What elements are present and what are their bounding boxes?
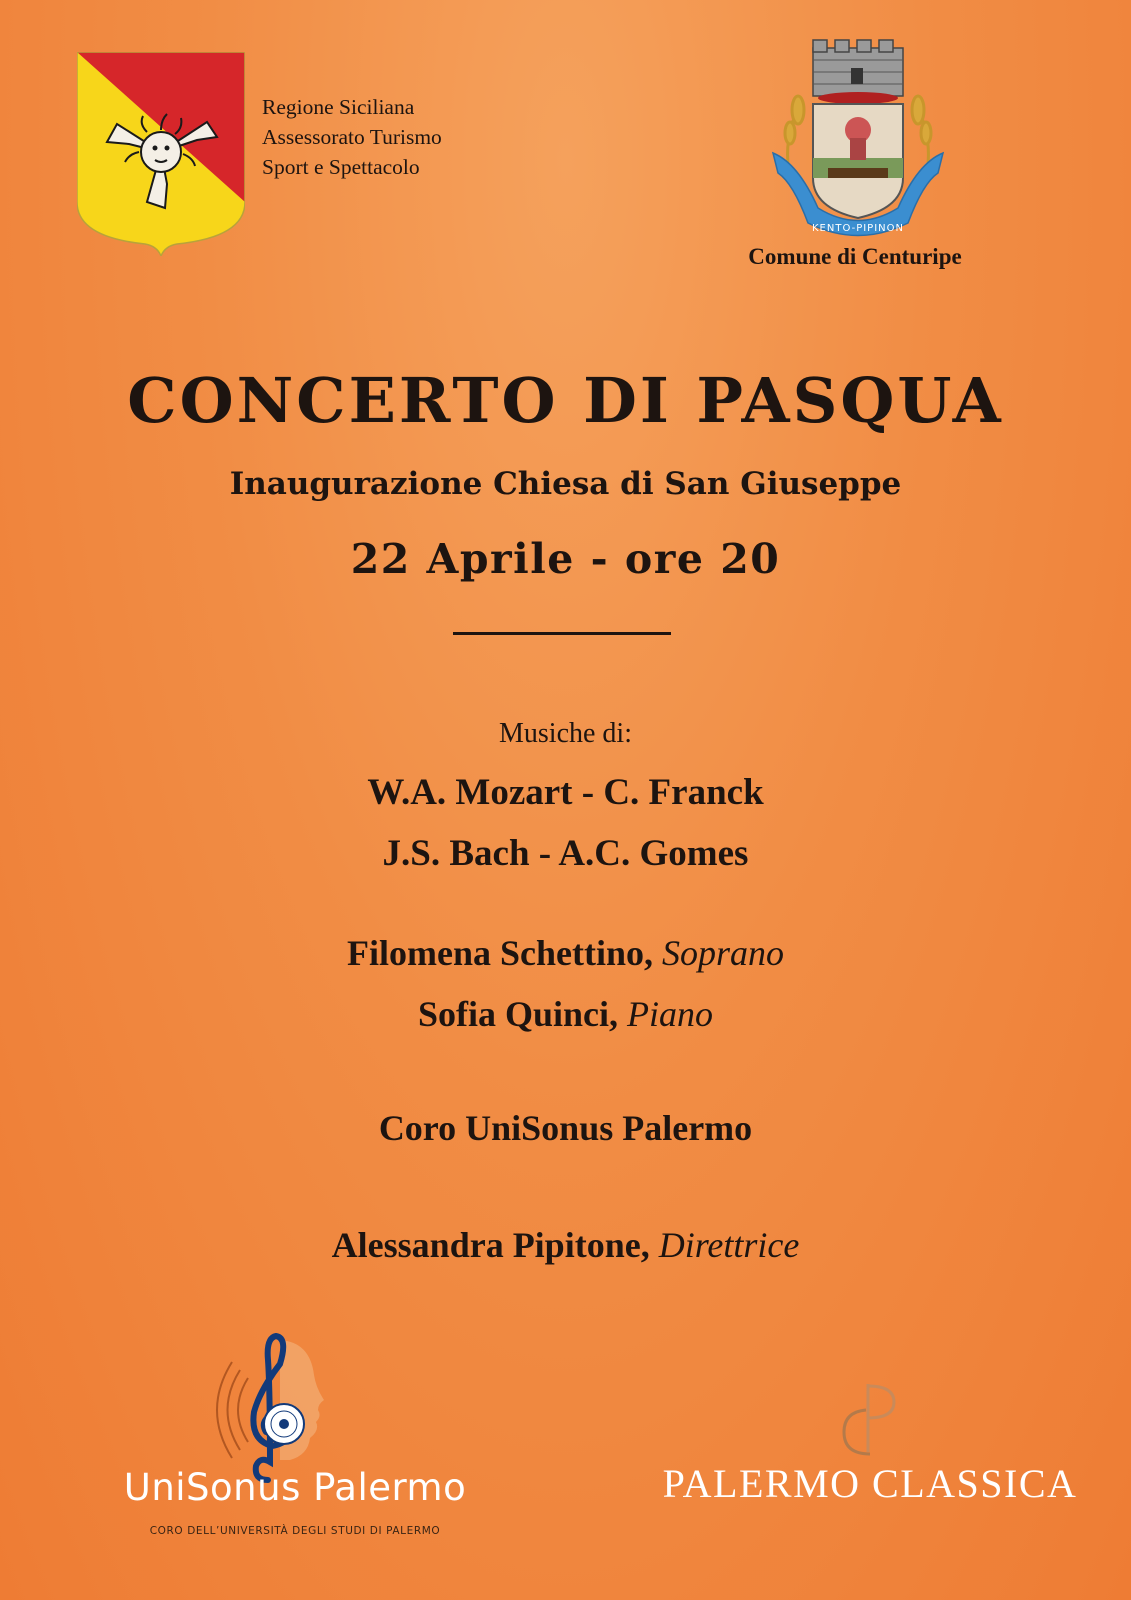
unisonus-subtitle: CORO DELL’UNIVERSITÀ DEGLI STUDI DI PALERMO [149, 1525, 441, 1537]
crest-banner-text: KENTO-PIPINON [811, 223, 905, 234]
regione-siciliana-text [262, 92, 442, 182]
composers-line-2: J.S. Bach - A.C. Gomes [382, 833, 749, 874]
performer-name: Sofia Quinci, [417, 994, 619, 1034]
regione-line-2: Assessorato Turismo [262, 125, 442, 149]
event-date: 22 Aprile - ore 20 [350, 535, 781, 583]
director-name: Alessandra Pipitone, [331, 1225, 650, 1265]
divider [453, 632, 671, 635]
director [0, 1224, 1131, 1266]
performer-name: Filomena Schettino, [347, 933, 653, 973]
composers-line-1: W.A. Mozart - C. Franck [367, 772, 764, 813]
unisonus-name: UniSonus Palermo [123, 1466, 467, 1509]
performer-piano [0, 993, 1131, 1035]
regione-line-3: Sport e Spettacolo [262, 155, 420, 179]
performer-soprano [0, 932, 1131, 974]
event-subtitle: Inaugurazione Chiesa di San Giuseppe [229, 466, 902, 502]
choir-name: Coro UniSonus Palermo [378, 1108, 753, 1148]
performer-role: Soprano [661, 933, 784, 973]
comune-label: Comune di Centuripe [748, 244, 962, 269]
palermo-classica-name: PALERMO CLASSICA [662, 1461, 1078, 1506]
event-title: CONCERTO DI PASQUA [127, 364, 1004, 437]
music-intro: Musiche di: [499, 718, 632, 749]
centuripe-crest-icon [758, 38, 958, 238]
trinacria-emblem-icon [77, 52, 245, 256]
director-role: Direttrice [658, 1225, 800, 1265]
performer-role: Piano [627, 994, 714, 1034]
regione-line-1: Regione Siciliana [262, 95, 415, 119]
pc-monogram-icon [840, 1380, 902, 1460]
